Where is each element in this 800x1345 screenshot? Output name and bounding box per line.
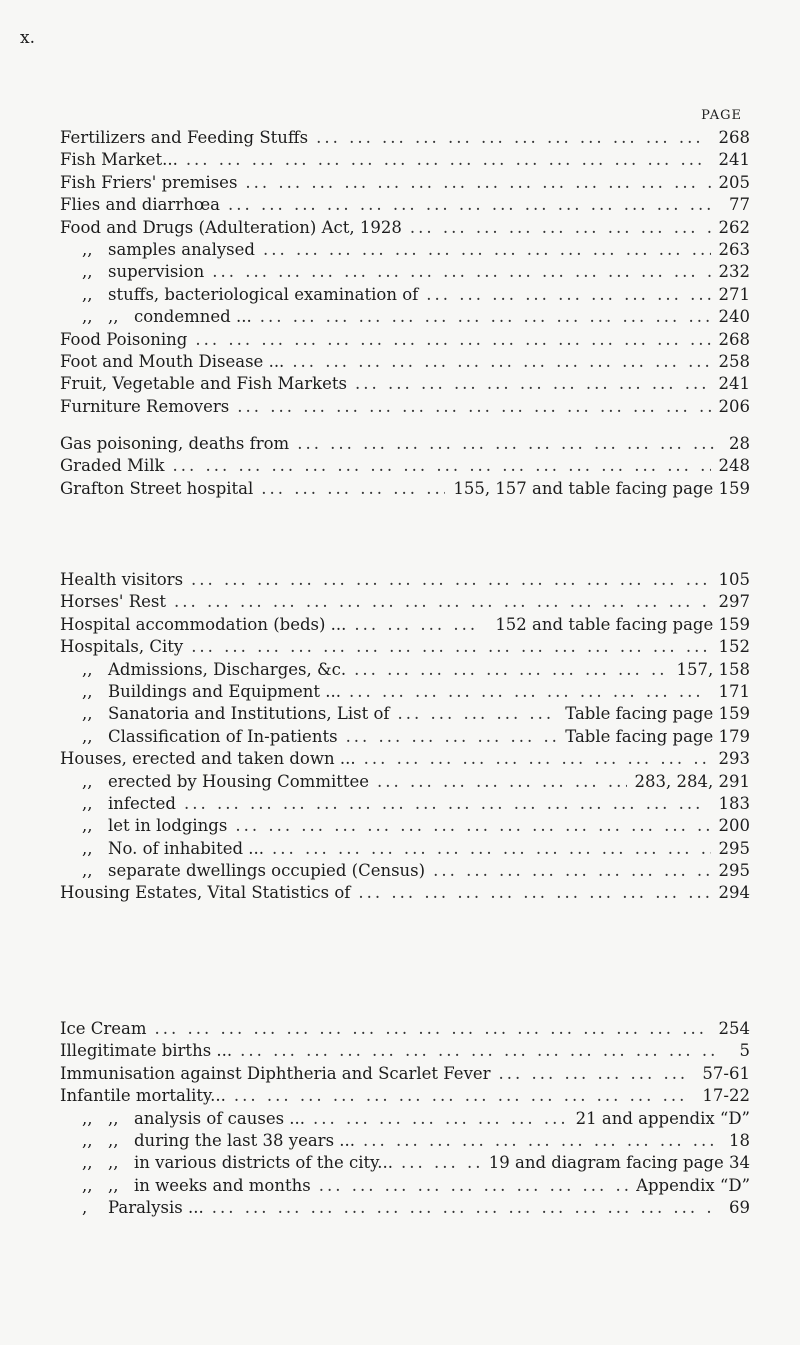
ditto-mark: ,, [108,1175,119,1195]
index-section-g [60,434,750,501]
index-entry [60,1086,750,1108]
entry-page: 232 [718,262,750,282]
entry-text: Hospital accommodation (beds) ... [60,614,347,634]
index-entry [60,615,750,637]
entry-text: Horses' Rest [60,592,166,612]
entry-text: Gas poisoning, deaths from [60,434,290,453]
dot-leader [191,637,710,656]
dot-leader [358,883,710,902]
ditto-mark: ,, [82,861,93,881]
dot-leader [263,240,711,259]
entry-text: during the last 38 years ... [134,1130,356,1150]
entry-term [82,839,264,858]
dot-leader [272,839,710,858]
index-entry [60,794,750,816]
dot-leader [313,1109,568,1128]
index-entry [60,1131,750,1153]
dot-leader [297,434,714,453]
entry-text: Fertilizers and Feeding Stuffs [60,128,309,147]
dot-leader [261,479,445,498]
dot-leader [155,1019,711,1038]
dot-leader [433,861,710,880]
entry-term [82,682,341,701]
entry-text: samples analysed [108,239,255,259]
entry-text: Immunisation against Diphtheria and Scarlet Fever [60,1063,491,1083]
entry-term [60,456,165,475]
entry-term [82,1198,204,1217]
entry-term [82,660,346,679]
entry-text: infected [108,793,176,813]
entry-page: 152 and table facing page 159 [495,614,750,634]
entry-term [60,374,347,393]
dot-leader [354,660,668,679]
entry-page: 262 [718,217,750,237]
entry-text: Paralysis ... [108,1198,204,1218]
entry-term [60,173,237,192]
dot-leader [245,173,710,192]
entry-term [60,570,183,589]
index-entry [60,218,750,240]
entry-term [60,615,346,634]
entry-term [60,749,356,768]
entry-page: 263 [718,239,750,259]
entry-page: 28 [729,434,750,453]
entry-page: 157, 158 [676,659,750,679]
index-entry [60,570,750,592]
entry-page: 258 [718,351,750,371]
entry-term [60,479,253,498]
entry-text: in various districts of the city... [134,1153,393,1173]
entry-page: Table facing page 179 [565,726,750,746]
entry-text: Buildings and Equipment ... [108,681,342,701]
entry-page: 248 [718,456,750,476]
dot-leader [319,1176,628,1195]
index-entry [60,262,750,284]
index-section-i [60,1019,750,1221]
entry-term [60,218,402,237]
entry-text: Foot and Mouth Disease ... [60,351,285,371]
index-entry [60,195,750,217]
dot-leader [292,352,710,371]
dot-leader [228,195,714,214]
index-entry [60,660,750,682]
index-section-h [60,570,750,906]
entry-term [60,1064,491,1083]
index-entry [60,749,750,771]
dot-leader [234,1086,695,1105]
ditto-mark: ,, [108,307,119,327]
index-entry [60,839,750,861]
entry-page: 240 [718,307,750,327]
entry-text: stuffs, bacteriological examination of [108,284,419,304]
entry-text: Health visitors [60,570,184,589]
ditto-mark: ,, [82,1108,93,1128]
index-entry [60,592,750,614]
entry-page: 283, 284, 291 [634,771,750,791]
entry-text: Furniture Removers [60,396,230,416]
entry-term [60,195,220,214]
index-entry [60,637,750,659]
entry-page: 17-22 [702,1086,750,1106]
ditto-mark: ,, [82,816,93,836]
dot-leader [237,397,710,416]
entry-term [82,861,425,880]
entry-term [82,307,252,326]
dot-leader [212,262,710,281]
entry-term [60,434,289,453]
dot-leader [410,218,711,237]
dot-leader [173,456,711,475]
dot-leader [186,150,711,169]
entry-text: separate dwellings occupied (Census) [108,861,426,881]
dot-leader [260,307,711,326]
entry-term [60,1019,147,1038]
entry-page: 69 [729,1198,750,1218]
index-entry [60,285,750,307]
entry-text: Hospitals, City [60,637,184,657]
dot-leader [401,1153,481,1172]
entry-page: 294 [718,883,750,903]
entry-page: 268 [718,329,750,349]
entry-page: 297 [718,592,750,612]
entry-text: Graded Milk [60,456,165,476]
index-entry [60,479,750,501]
index-entry [60,816,750,838]
page-number: x. [20,28,35,48]
entry-page: 155, 157 and table facing page 159 [453,478,750,498]
ditto-mark: ,, [82,704,93,724]
index-entry [60,727,750,749]
dot-leader [499,1064,695,1083]
entry-text: Food Poisoning [60,329,188,349]
entry-page: Appendix “D” [636,1175,750,1195]
dot-leader [355,374,711,393]
index-entry [60,128,750,150]
entry-text: Illegitimate births ... [60,1041,233,1061]
ditto-mark: ,, [82,239,93,259]
index-entry [60,456,750,478]
index-section-f [60,128,750,419]
dot-leader [212,1198,714,1217]
entry-term [60,637,183,656]
ditto-mark: ,, [108,1153,119,1173]
ditto-mark: ,, [82,771,93,791]
entry-text: Houses, erected and taken down ... [60,749,356,769]
entry-page: 295 [718,861,750,881]
entry-text: Fish Market... [60,150,178,170]
entry-text: Grafton Street hospital [60,478,254,498]
dot-leader [426,285,710,304]
dot-leader [174,592,711,611]
dot-leader [354,615,487,634]
page-column-label: PAGE [701,108,742,123]
entry-term [82,262,204,281]
entry-text: let in lodgings [108,816,228,836]
entry-page: Table facing page 159 [565,704,750,724]
entry-page: 18 [729,1130,750,1150]
ditto-mark: ,, [108,1130,119,1150]
entry-term [82,240,255,259]
entry-term [60,150,178,169]
entry-page: 19 and diagram facing page 34 [488,1153,750,1173]
entry-page: 152 [718,637,750,657]
ditto-mark: ,, [82,659,93,679]
entry-page: 271 [718,284,750,304]
ditto-mark: ,, [82,793,93,813]
entry-page: 171 [718,681,750,701]
entry-page: 295 [718,838,750,858]
entry-text: analysis of causes ... [134,1108,306,1128]
entry-page: 57-61 [702,1063,750,1083]
ditto-mark: , [82,1198,88,1218]
entry-term [82,1131,355,1150]
entry-page: 200 [718,816,750,836]
ditto-mark: ,, [108,1108,119,1128]
ditto-mark: ,, [82,307,93,327]
entry-term [82,772,369,791]
index-entry [60,861,750,883]
entry-term [60,397,229,416]
index-entry [60,374,750,396]
ditto-mark: ,, [82,1153,93,1173]
entry-page: 105 [718,570,750,589]
dot-leader [364,749,711,768]
index-entry [60,173,750,195]
entry-text: Housing Estates, Vital Statistics of [60,883,351,903]
dot-leader [377,772,626,791]
index-entry [60,397,750,419]
dot-leader [349,682,710,701]
ditto-mark: ,, [82,1130,93,1150]
entry-term [82,285,418,304]
dot-leader [235,816,710,835]
entry-page: 268 [718,128,750,147]
ditto-mark: ,, [82,284,93,304]
entry-page: 254 [718,1019,750,1038]
ditto-mark: ,, [82,262,93,282]
entry-text: Classification of In-patients [108,726,338,746]
index-entry [60,150,750,172]
ditto-mark: ,, [82,726,93,746]
entry-term [82,1109,305,1128]
entry-page: 241 [718,374,750,394]
entry-term [60,1086,226,1105]
index-entry [60,1176,750,1198]
entry-text: Flies and diarrhœa [60,195,220,215]
entry-term [82,727,338,746]
index-entry [60,883,750,905]
index-entry [60,772,750,794]
entry-text: Infantile mortality... [60,1086,226,1106]
dot-leader [191,570,710,589]
index-entry [60,1153,750,1175]
index-entry [60,1198,750,1220]
dot-leader [316,128,710,147]
entry-term [82,704,390,723]
entry-text: erected by Housing Committee [108,771,370,791]
entry-text: Fish Friers' premises [60,172,238,192]
entry-term [82,1176,311,1195]
index-entry [60,704,750,726]
entry-text: condemned ... [134,307,252,327]
entry-term [60,128,308,147]
index-entry [60,434,750,456]
index-entry [60,352,750,374]
index-entry [60,330,750,352]
ditto-mark: ,, [82,1175,93,1195]
entry-page: 206 [718,396,750,416]
entry-term [60,1041,232,1060]
entry-term [60,592,166,611]
entry-term [60,883,350,902]
ditto-mark: ,, [82,681,93,701]
entry-term [60,352,284,371]
entry-text: No. of inhabited ... [108,838,265,858]
dot-leader [195,330,710,349]
entry-term [82,794,176,813]
entry-page: 5 [739,1041,750,1061]
index-entry [60,1064,750,1086]
entry-page: 21 and appendix “D” [575,1108,750,1128]
entry-text: Admissions, Discharges, &c. [108,659,347,679]
index-entry [60,1109,750,1131]
entry-text: in weeks and months [134,1175,311,1195]
entry-text: Food and Drugs (Adulteration) Act, 1928 [60,217,402,237]
entry-text: supervision [108,262,205,282]
entry-text: Sanatoria and Institutions, List of [108,704,390,724]
entry-page: 183 [718,793,750,813]
dot-leader [184,794,711,813]
index-entry [60,1041,750,1063]
dot-leader [346,727,558,746]
entry-text: Fruit, Vegetable and Fish Markets [60,374,347,394]
index-entry [60,1019,750,1041]
entry-text: Ice Cream [60,1019,147,1038]
index-entry [60,682,750,704]
index-entry [60,307,750,329]
entry-term [60,330,187,349]
entry-page: 241 [718,150,750,170]
entry-page: 77 [729,195,750,215]
entry-term [82,1153,393,1172]
entry-page: 205 [718,172,750,192]
index-entry [60,240,750,262]
dot-leader [363,1131,714,1150]
ditto-mark: ,, [82,838,93,858]
dot-leader [398,704,558,723]
entry-term [82,816,227,835]
entry-page: 293 [718,749,750,769]
dot-leader [240,1041,714,1060]
